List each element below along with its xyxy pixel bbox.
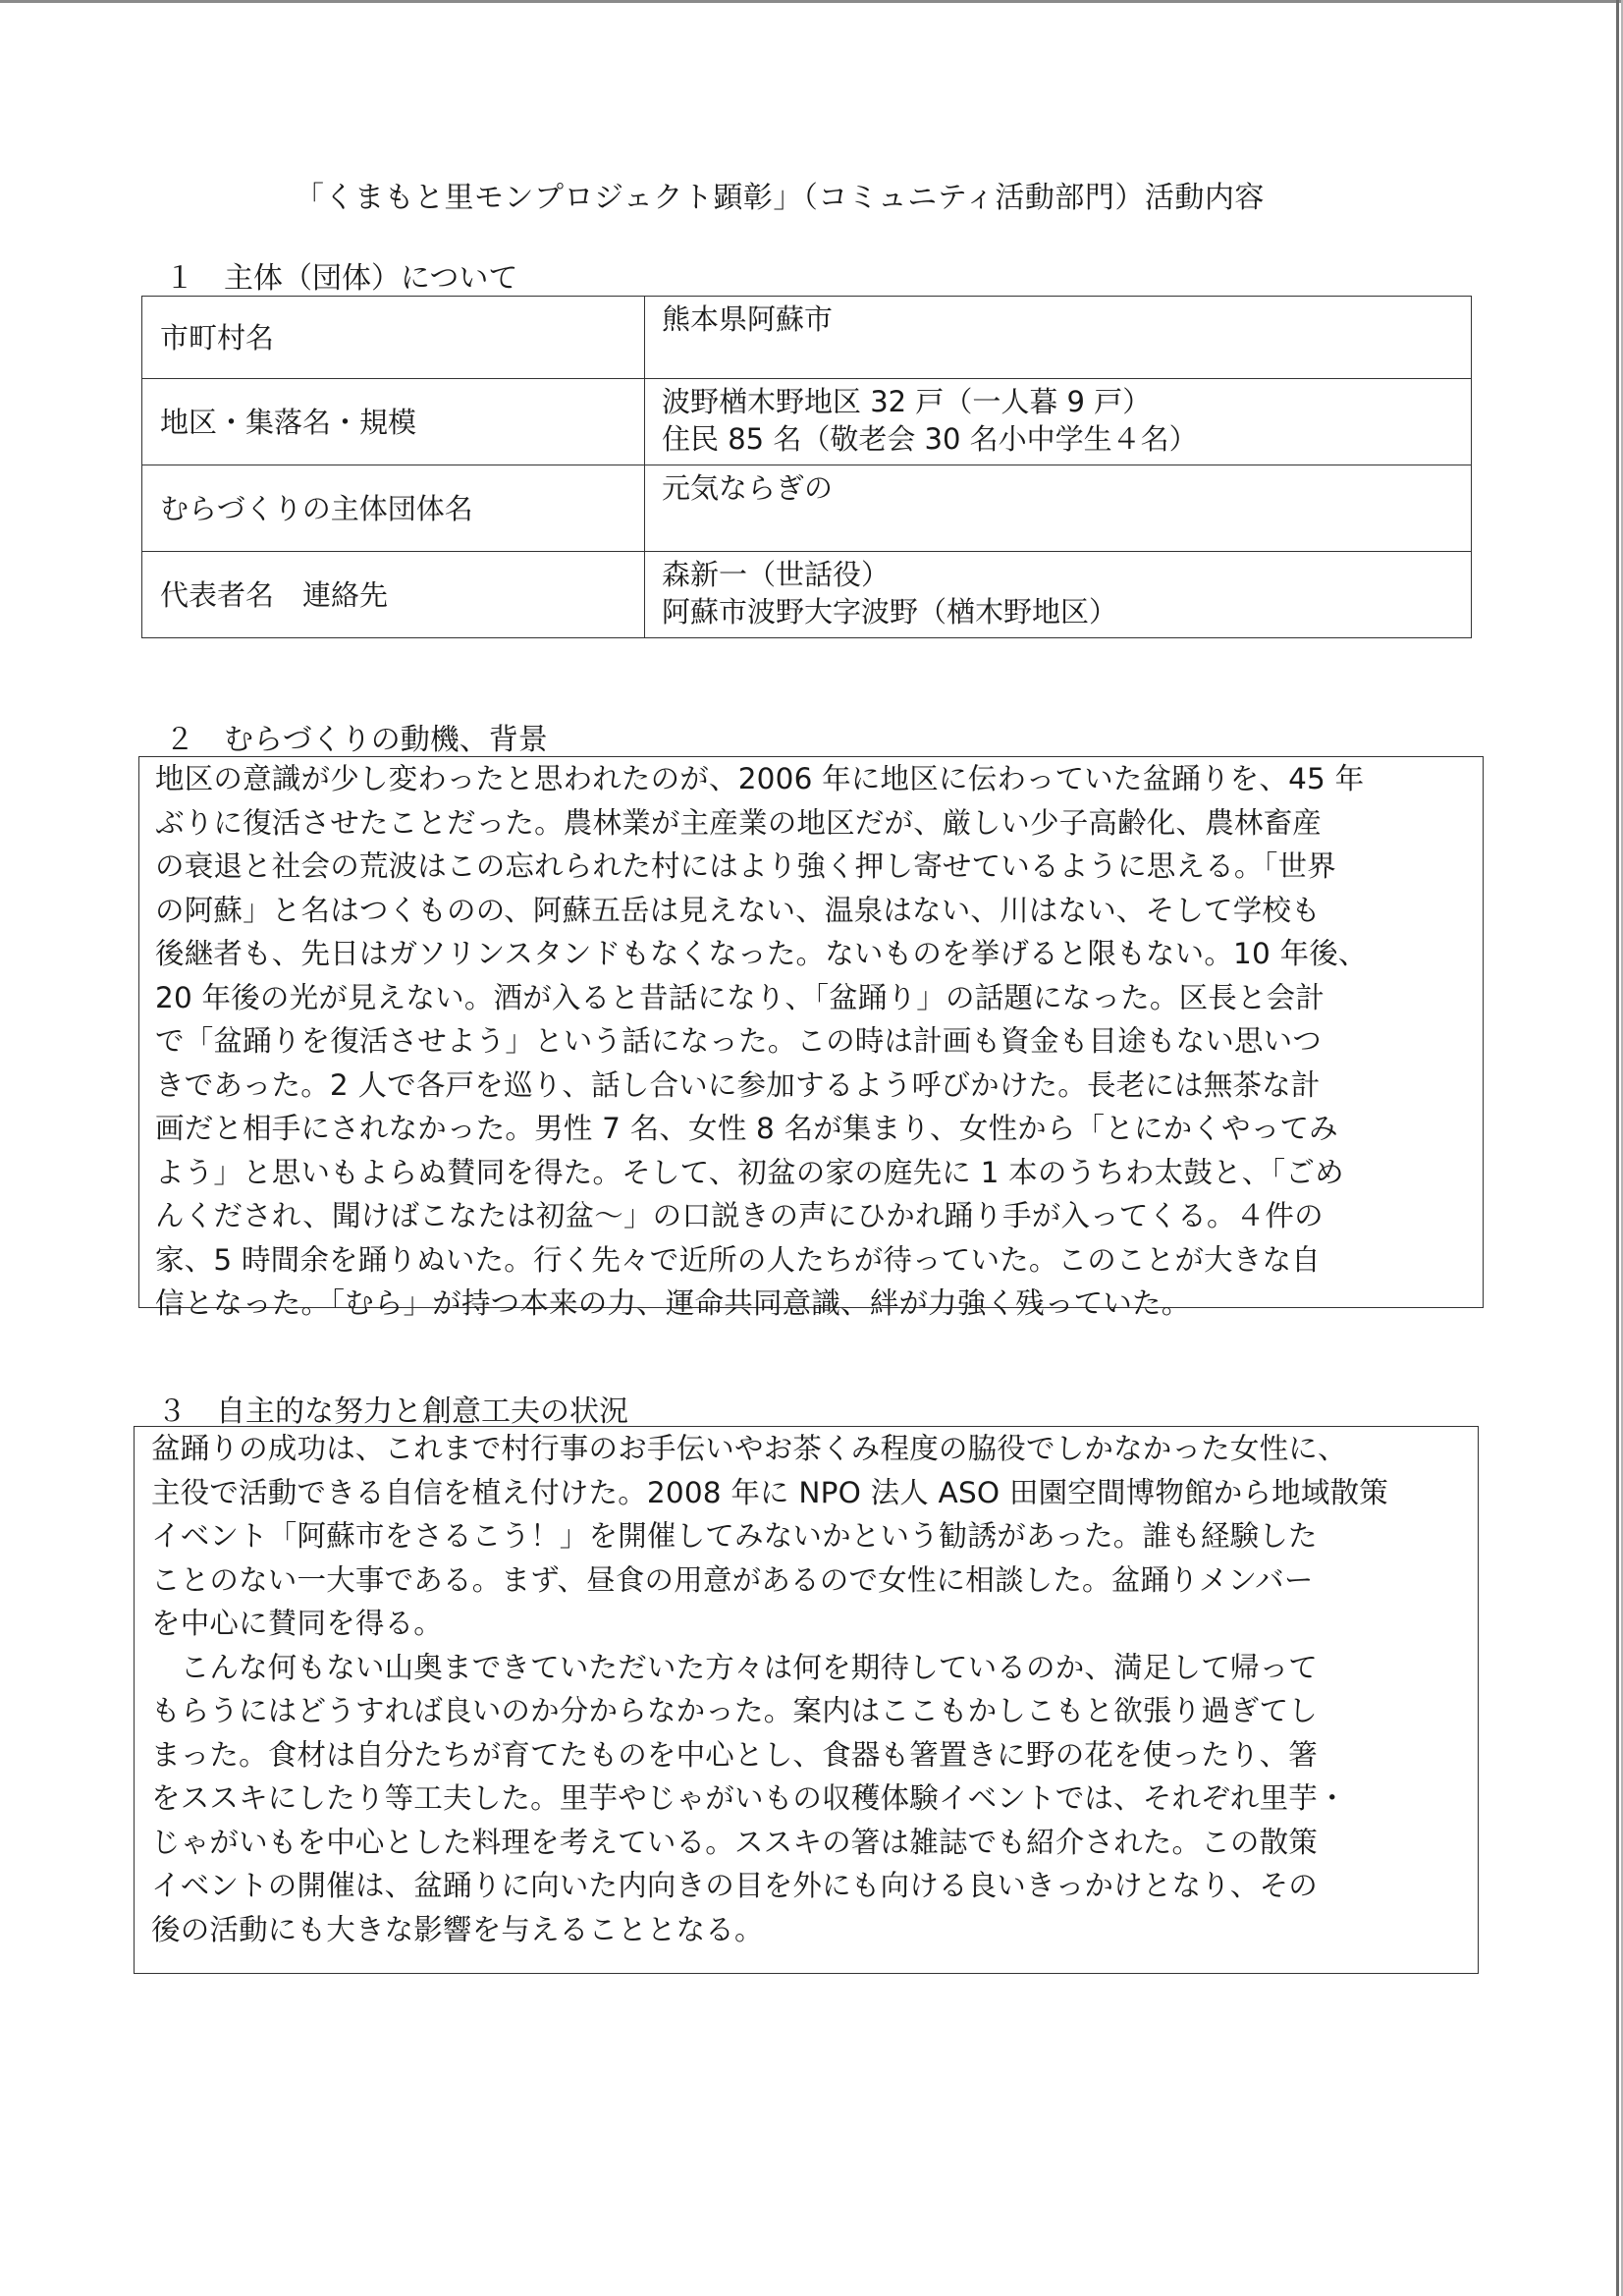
text-line: 家、5 時間余を踊りぬいた。行く先々で近所の人たちが待っていた。このことが大きな自 [155,1242,1321,1277]
table-row [142,552,1472,638]
text-line: 主役で活動できる自信を植え付けた。2008 年に NPO 法人 ASO 田園空間博物館から地域散策 [151,1475,1388,1509]
motivation-paragraph [155,757,1483,1326]
text-line: 後の活動にも大きな影響を与えることとなる。 [151,1912,764,1946]
text-line: ことのない一大事である。まず、昼食の用意があるので女性に相談した。盆踊りメンバー [151,1562,1314,1597]
row-value-district [645,379,1472,465]
row-label-municipality: 市町村名 [142,297,645,379]
row-value-municipality [645,297,1472,379]
text-line: 地区の意識が少し変わったと思われたのが、2006 年に地区に伝わっていた盆踊りを、45 年 [155,762,1365,795]
text-line: こんな何もない山奥まできていただいた方々は何を期待しているのか、満足して帰って [151,1650,1319,1684]
table-row [142,465,1472,552]
text-line: 盆踊りの成功は、これまで村行事のお手伝いやお茶くみ程度の脇役でしかなかった女性に、 [151,1432,1347,1465]
motivation-text-box [138,756,1484,1320]
text-line: 20 年後の光が見えない。酒が入ると昔話になり、「盆踊り」の話題になった。区長と会計 [155,980,1325,1014]
efforts-text-box [134,1426,1479,1974]
text-line: 後継者も、先日はガソリンスタンドもなくなった。ないものを挙げると限もない。10 年後、 [155,937,1368,970]
section2-heading: ２ むらづくりの動機、背景 [165,723,548,757]
document-title: 「くまもと里モンプロジェクト顕彰」（コミュニティ活動部門）活動内容 [295,181,1265,215]
row-value-organization [645,465,1472,552]
table-row [142,379,1472,465]
row-label-organization: むらづくりの主体団体名 [142,465,645,552]
text-line: きであった。2 人で各戸を巡り、話し合いに参加するよう呼びかけた。長老には無茶な計 [155,1067,1321,1102]
text-line: の衰退と社会の荒波はこの忘れられた村にはより強く押し寄せているように思える。「世界 [155,849,1336,883]
scan-top-edge [0,0,1623,3]
text-line: をススキにしたり等工夫した。里芋やじゃがいもの収穫体験イベントでは、それぞれ里芋・ [151,1781,1347,1815]
text-line: イベントの開催は、盆踊りに向いた内向きの目を外にも向ける良いきっかけとなり、その [151,1869,1319,1902]
section3-heading: ３ 自主的な努力と創意工夫の状況 [157,1394,628,1429]
text-line: で「盆踊りを復活させよう」という話になった。この時は計画も資金も目途もない思いつ [155,1024,1323,1058]
text-line: んくだされ、聞けばこなたは初盆～」の口説きの声にひかれ踊り手が入ってくる。４件の [155,1199,1324,1232]
text-line: の阿蘇」と名はつくものの、阿蘇五岳は見えない、温泉はない、川はない、そして学校も [155,893,1321,927]
text-line: もらうにはどうすれば良いのか分からなかった。案内はここもかしこもと欲張り過ぎてし [151,1694,1319,1727]
row-value-representative [645,552,1472,638]
value-line: 森新一（世話役） [662,558,891,591]
text-line: じゃがいもを中心とした料理を考えている。ススキの箸は雑誌でも紹介された。この散策 [151,1825,1319,1859]
efforts-paragraph [151,1427,1478,1951]
text-line: ぶりに復活させたことだった。農林業が主産業の地区だが、厳しい少子高齢化、農林畜産 [155,805,1323,840]
text-line: イベント「阿蘇市をさるこう！」を開催してみないかという勧誘があった。誰も経験した [151,1519,1318,1553]
table-row [142,297,1472,379]
value-line: 熊本県阿蘇市 [662,302,834,336]
value-line: 住民 85 名（敬老会 30 名小中学生４名） [662,422,1198,456]
organization-info-table [141,296,1472,638]
row-label-district: 地区・集落名・規模 [142,379,645,465]
text-line: まった。食材は自分たちが育てたものを中心とし、食器も箸置きに野の花を使ったり、箸 [151,1737,1319,1772]
value-line: 元気ならぎの [662,471,834,505]
value-line: 波野楢木野地区 32 戸（一人暮 9 戸） [662,385,1152,418]
text-line: よう」と思いもよらぬ賛同を得た。そして、初盆の家の庭先に 1 本のうちわ太鼓と、「ごめ [155,1155,1344,1189]
section1-heading: １ 主体（団体）について [165,261,518,296]
row-label-representative: 代表者名 連絡先 [142,552,645,638]
text-line: 画だと相手にされなかった。男性 7 名、女性 8 名が集まり、女性から「とにかくやってみ [155,1112,1338,1145]
scan-right-edge [1616,0,1619,2296]
text-line: を中心に賛同を得る。 [151,1607,444,1640]
text-line: 信となった。「むら」が持つ本来の力、運命共同意識、絆が力強く残っていた。 [155,1286,1191,1320]
value-line: 阿蘇市波野大字波野（楢木野地区） [662,595,1118,629]
